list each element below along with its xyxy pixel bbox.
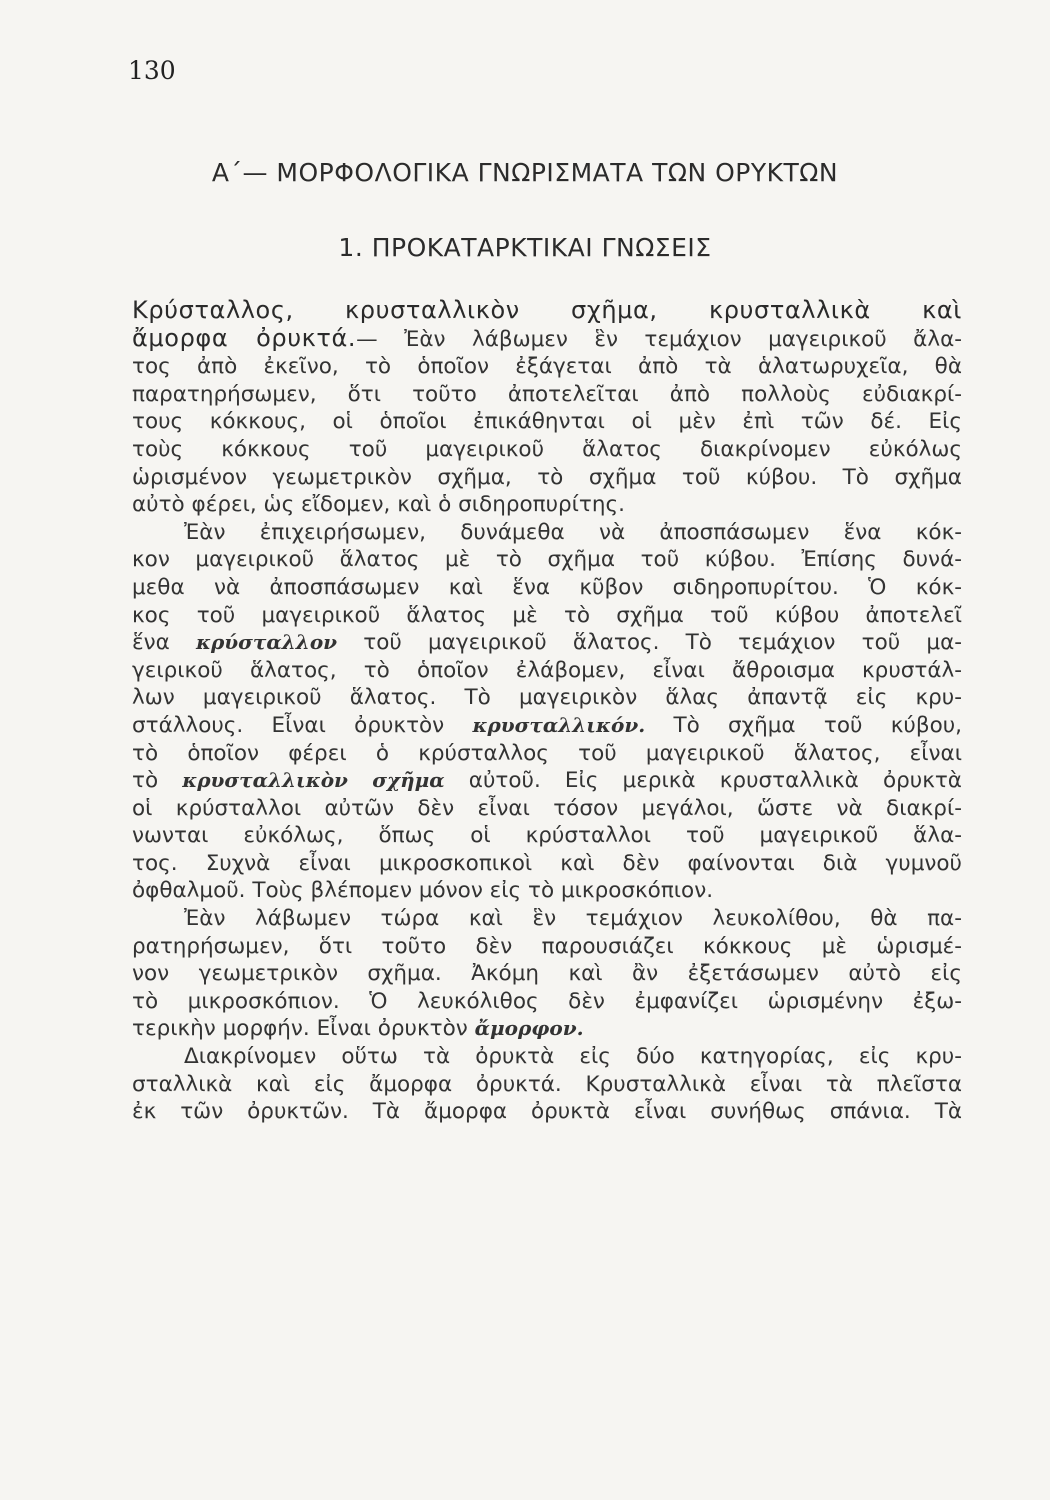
text-line: νον γεωμετρικὸν σχῆμα. Ἀκόμη καὶ ἂν ἐξετάσωμεν αὐτὸ εἰς [132, 961, 962, 987]
text-line [132, 1015, 962, 1043]
text-line [132, 712, 962, 740]
text-line: Διακρίνομεν οὕτω τὰ ὀρυκτὰ εἰς δύο κατηγορίας, εἰς κρυ- [184, 1044, 962, 1070]
text-line: κον μαγειρικοῦ ἅλατος μὲ τὸ σχῆμα τοῦ κύβου. Ἐπίσης δυνά- [132, 547, 962, 573]
text-line [132, 629, 962, 657]
text-line: γειρικοῦ ἅλατος, τὸ ὁποῖον ἐλάβομεν, εἶναι ἄθροισμα κρυστάλ- [132, 657, 962, 683]
text-fragment: — Ἐὰν λάβωμεν ἓν τεμάχιον μαγειρικοῦ ἄλα- [356, 326, 962, 352]
term-krystalliko: κρυσταλλικόν. [472, 712, 646, 737]
text-line: τοὺς κόκκους τοῦ μαγειρικοῦ ἅλατος διακρίνομεν εὐκόλως [132, 436, 962, 462]
text-fragment: ἕνα [132, 630, 197, 656]
text-line [132, 325, 962, 354]
text-fragment: τοῦ μαγειρικοῦ ἅλατος. Τὸ τεμάχιον τοῦ μα- [337, 630, 962, 656]
text-line: αὐτὸ φέρει, ὡς εἴδομεν, καὶ ὁ σιδηροπυρίτης. [132, 492, 625, 518]
text-line: μεθα νὰ ἀποσπάσωμεν καὶ ἕνα κῦβον σιδηροπυρίτου. Ὁ κόκ- [132, 574, 962, 600]
term-krystallos: κρύσταλλον [196, 630, 338, 655]
text-line: οἱ κρύσταλλοι αὐτῶν δὲν εἶναι τόσον μεγάλοι, ὥστε νὰ διακρί- [132, 795, 962, 821]
text-line: νωνται εὐκόλως, ὅπως οἱ κρύσταλλοι τοῦ μαγειρικοῦ ἅλα- [132, 823, 962, 849]
term-amorfo: ἄμορφον. [474, 1016, 584, 1041]
text-line [132, 767, 962, 795]
text-fragment: στάλλους. Εἶναι ὀρυκτὸν [132, 712, 473, 738]
text-line: ὀφθαλμοῦ. Τοὺς βλέπομεν μόνον εἰς τὸ μικροσκόπιον. [132, 878, 714, 904]
text-fragment: τερικὴν μορφήν. Εἶναι ὀρυκτὸν [132, 1016, 475, 1042]
text-line: παρατηρήσωμεν, ὅτι τοῦτο ἀποτελεῖται ἀπὸ πολλοὺς εὐδιακρί- [132, 381, 962, 407]
body-text [132, 297, 962, 1126]
text-line: τος ἀπὸ ἐκεῖνο, τὸ ὁποῖον ἐξάγεται ἀπὸ τὰ ἁλατωρυχεῖα, θὰ [132, 354, 962, 380]
text-line: ὡρισμένον γεωμετρικὸν σχῆμα, τὸ σχῆμα τοῦ κύβου. Τὸ σχῆμα [132, 464, 962, 490]
subheading-line: Κρύσταλλος, κρυσταλλικὸν σχῆμα, κρυσταλλικὰ καὶ [132, 296, 962, 324]
part-title: Α΄— ΜΟΡΦΟΛΟΓΙΚΑ ΓΝΩΡΙΣΜΑΤΑ ΤΩΝ ΟΡΥΚΤΩΝ [211, 158, 839, 187]
text-line: Ἐὰν λάβωμεν τώρα καὶ ἓν τεμάχιον λευκολίθου, θὰ πα- [184, 906, 962, 932]
text-line: Ἐὰν ἐπιχειρήσωμεν, δυνάμεθα νὰ ἀποσπάσωμεν ἕνα κόκ- [184, 519, 962, 545]
text-line: τους κόκκους, οἱ ὁποῖοι ἐπικάθηνται οἱ μὲν ἐπὶ τῶν δέ. Εἰς [132, 409, 962, 435]
text-line: ρατηρήσωμεν, ὅτι τοῦτο δὲν παρουσιάζει κόκκους μὲ ὡρισμέ- [132, 933, 962, 959]
text-fragment: Τὸ σχῆμα τοῦ κύβου, [645, 712, 962, 738]
text-line: ἐκ τῶν ὀρυκτῶν. Τὰ ἄμορφα ὀρυκτὰ εἶναι συνήθως σπάνια. Τὰ [132, 1099, 962, 1125]
text-fragment: αὐτοῦ. Εἰς μερικὰ κρυσταλλικὰ ὀρυκτὰ [444, 768, 962, 794]
text-line: τὸ ὁποῖον φέρει ὁ κρύσταλλος τοῦ μαγειρικοῦ ἅλατος, εἶναι [132, 740, 962, 766]
section-title: 1. ΠΡΟΚΑΤΑΡΚΤΙΚΑΙ ΓΝΩΣΕΙΣ [338, 233, 712, 262]
text-line: τος. Συχνὰ εἶναι μικροσκοπικοὶ καὶ δὲν φαίνονται διὰ γυμνοῦ [132, 850, 962, 876]
subheading-line: ἄμορφα ὀρυκτά. [132, 323, 357, 352]
text-line: τὸ μικροσκόπιον. Ὁ λευκόλιθος δὲν ἐμφανίζει ὡρισμένην ἐξω- [132, 988, 962, 1014]
text-line: κος τοῦ μαγειρικοῦ ἅλατος μὲ τὸ σχῆμα τοῦ κύβου ἀποτελεῖ [132, 602, 962, 628]
term-krystalliko-schima: κρυσταλλικὸν σχῆμα [182, 768, 445, 793]
page-number: 130 [128, 56, 176, 85]
text-line: σταλλικὰ καὶ εἰς ἄμορφα ὀρυκτά. Κρυσταλλικὰ εἶναι τὰ πλεῖστα [132, 1071, 962, 1097]
text-fragment: τὸ [132, 768, 183, 794]
text-line: λων μαγειρικοῦ ἅλατος. Τὸ μαγειρικὸν ἅλας ἀπαντᾷ εἰς κρυ- [132, 685, 962, 711]
